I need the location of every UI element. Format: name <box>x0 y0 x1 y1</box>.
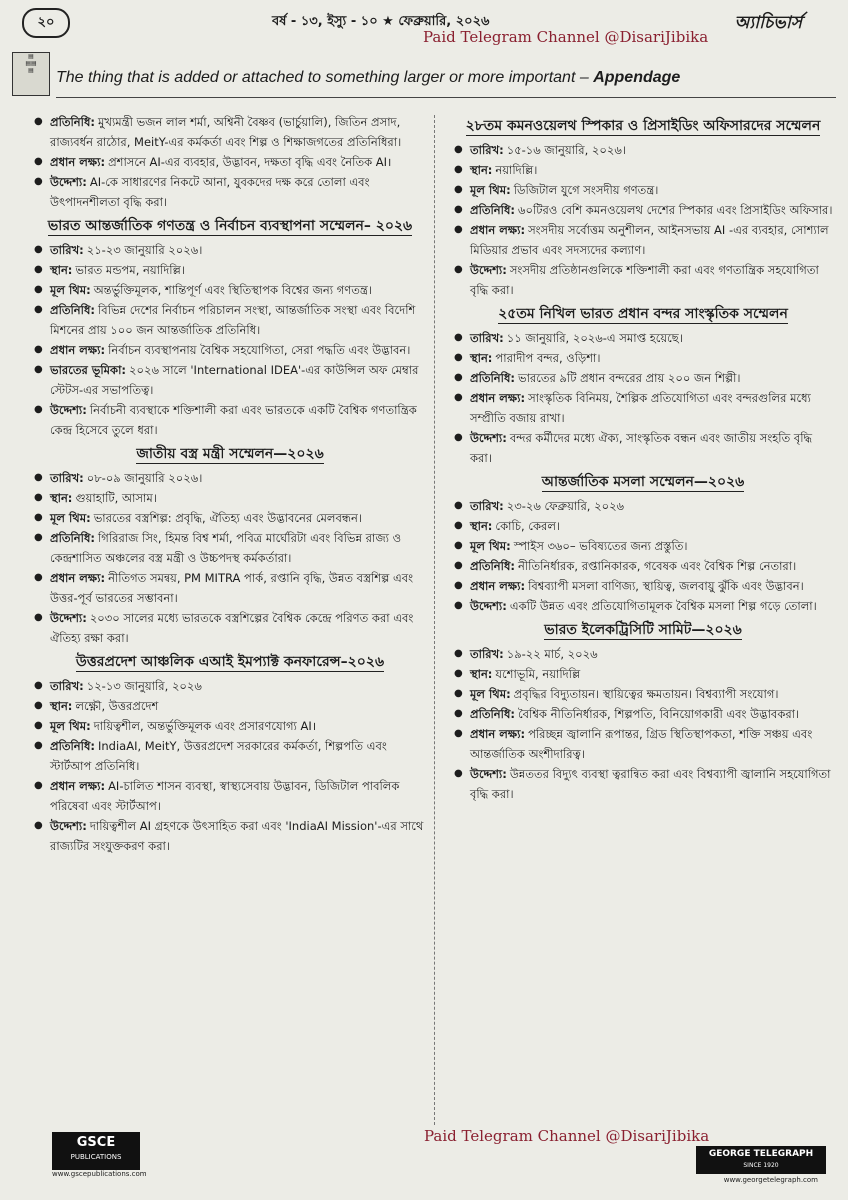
section-heading-text: জাতীয় বস্ত্র মন্ত্রী সম্মেলন—২০২৬ <box>136 446 324 462</box>
bullet-item <box>450 348 836 368</box>
bullet-item <box>450 140 836 160</box>
bullet-item <box>450 704 836 724</box>
bullet-text: ২০২৬ সালে 'International IDEA'-এর কাউন্সিল অফ মেম্বার স্টেটস-এর সভাপতিত্ব। <box>50 363 419 397</box>
bullet-text: বিভিন্ন দেশের নির্বাচন পরিচালন সংস্থা, আন্তর্জাতিক সংস্থা এবং বিদেশি মিশনের প্রায় ১০০ জন আন্তর্জাতিক প্রতিনিধি। <box>50 303 416 337</box>
bullet-label: প্রতিনিধি: <box>470 559 515 573</box>
bullet-label: স্থান: <box>470 163 493 177</box>
section-heading <box>30 214 430 238</box>
telegram-watermark-footer: Paid Telegram Channel @DisariJibika <box>424 1127 710 1145</box>
bullet-item <box>450 536 836 556</box>
george-telegraph-url: www.georgetelegraph.com <box>723 1176 818 1184</box>
bullet-label: তারিখ: <box>50 471 84 485</box>
bullet-label: প্রতিনিধি: <box>470 707 515 721</box>
bullet-text: AI-চালিত শাসন ব্যবস্থা, স্বাস্থ্যসেবায় উদ্ভাবন, ডিজিটাল পাবলিক পরিষেবা এবং স্টার্টআপ। <box>50 779 400 813</box>
gt-logo-sub: SINCE 1920 <box>743 1162 779 1169</box>
bullet-text: ২০৩০ সালের মধ্যে ভারতকে বস্ত্রশিল্পের বৈশ্বিক কেন্দ্রে পরিণত করা এবং ঐতিহ্য রক্ষা করা। <box>50 611 414 645</box>
section-heading <box>30 442 430 466</box>
conference-section <box>30 650 430 856</box>
bullet-text: AI-কে সাধারণের নিকটে আনা, যুবকদের দক্ষ করে তোলা এবং উৎপাদনশীলতা বৃদ্ধি করা। <box>50 175 370 209</box>
telegram-watermark: Paid Telegram Channel @DisariJibika <box>423 28 709 46</box>
bullet-text: ২৩-২৬ ফেব্রুয়ারি, ২০২৬ <box>506 499 625 513</box>
bullet-item <box>450 576 836 596</box>
bullet-label: মূল থিম: <box>470 539 511 553</box>
bullet-text: ০৮-০৯ জানুয়ারি ২০২৬। <box>86 471 203 485</box>
vocab-word: Appendage <box>593 69 681 86</box>
bullet-label: মূল থিম: <box>50 719 91 733</box>
conference-section <box>450 302 836 468</box>
bullet-item <box>30 716 430 736</box>
bullet-label: স্থান: <box>50 263 73 277</box>
bullet-item <box>30 488 430 508</box>
bullet-text: IndiaAI, MeitY, উত্তরপ্রদেশ সরকারের কর্মকর্তা, শিল্পপতি এবং স্টার্টআপ প্রতিনিধি। <box>50 739 387 773</box>
bullet-label: উদ্দেশ্য: <box>470 431 507 445</box>
bullet-item <box>450 328 836 348</box>
bullet-text: ভারত মন্ডপম, নয়াদিল্লি। <box>75 263 185 277</box>
bullet-label: প্রতিনিধি: <box>50 531 95 545</box>
bullet-label: স্থান: <box>470 519 493 533</box>
section-heading-text: ভারত ইলেকট্রিসিটি সামিট—২০২৬ <box>544 622 742 638</box>
section-heading <box>450 618 836 642</box>
gsce-logo-title: GSCE <box>76 1135 116 1150</box>
bullet-label: প্রধান লক্ষ্য: <box>50 571 106 585</box>
vocab-book-icon: ▤ ▤▤ ▤ <box>12 52 50 96</box>
bullet-label: প্রধান লক্ষ্য: <box>50 779 106 793</box>
bullet-text: ডিজিটাল যুগে সংসদীয় গণতন্ত্র। <box>513 183 659 197</box>
bullet-label: স্থান: <box>50 699 73 713</box>
bullet-item <box>450 260 836 300</box>
bullet-text: ৬০টিরও বেশি কমনওয়েলথ দেশের স্পিকার এবং প্রিসাইডিং অফিসার। <box>518 203 833 217</box>
bullet-item <box>450 180 836 200</box>
conference-section <box>450 114 836 300</box>
bullet-item <box>30 736 430 776</box>
bullet-label: প্রধান লক্ষ্য: <box>50 343 106 357</box>
bullet-text: বৈশ্বিক নীতিনির্ধারক, শিল্পপতি, বিনিয়োগকারী এবং উদ্ভাবকরা। <box>518 707 800 721</box>
bullet-label: স্থান: <box>470 351 493 365</box>
bullet-text: দায়িত্বশীল AI গ্রহণকে উৎসাহিত করা এবং 'IndiaAI Mission'-এর সাথে রাজ্যটির সংযুক্তকরণ করা। <box>50 819 424 853</box>
bullet-label: মূল থিম: <box>50 511 91 525</box>
section-heading <box>30 650 430 674</box>
bullet-item <box>450 596 836 616</box>
bullet-label: প্রতিনিধি: <box>50 115 95 129</box>
bullet-text: দায়িত্বশীল, অন্তর্ভুক্তিমূলক এবং প্রসারণযোগ্য AI। <box>93 719 317 733</box>
bullet-text: সংসদীয় প্রতিষ্ঠানগুলিকে শক্তিশালী করা এবং গণতান্ত্রিক সহযোগিতা বৃদ্ধি করা। <box>470 263 819 297</box>
bullet-item <box>450 368 836 388</box>
section-heading-text: ভারত আন্তর্জাতিক গণতন্ত্র ও নির্বাচন ব্যবস্থাপনা সম্মেলন– ২০২৬ <box>47 218 413 234</box>
section-heading-text: ২৫তম নিখিল ভারত প্রধান বন্দর সাংস্কৃতিক সম্মেলন <box>498 306 788 322</box>
bullet-label: ভারতের ভূমিকা: <box>50 363 127 377</box>
bullet-label: উদ্দেশ্য: <box>50 175 87 189</box>
bullet-label: মূল থিম: <box>470 183 511 197</box>
bullet-text: ১৯-২২ মার্চ, ২০২৬ <box>506 647 598 661</box>
bullet-item <box>450 664 836 684</box>
bullet-item <box>30 172 430 212</box>
bullet-label: প্রধান লক্ষ্য: <box>470 579 526 593</box>
bullet-item <box>30 280 430 300</box>
gsce-url: www.gscepublications.com <box>52 1170 147 1178</box>
bullet-label: উদ্দেশ্য: <box>50 403 87 417</box>
bullet-item <box>30 528 430 568</box>
bullet-text: ভারতের বস্ত্রশিল্প: প্রবৃদ্ধি, ঐতিহ্য এবং উদ্ভাবনের মেলবন্ধন। <box>93 511 362 525</box>
bullet-item <box>450 496 836 516</box>
bullet-text: অন্তর্ভুক্তিমূলক, শান্তিপূর্ণ এবং স্থিতিস্থাপক বিশ্বের জন্য গণতন্ত্র। <box>93 283 372 297</box>
bullet-text: ১২-১৩ জানুয়ারি, ২০২৬ <box>86 679 202 693</box>
bullet-item <box>30 340 430 360</box>
brand-title: অ্যাচিভার্স <box>734 13 802 33</box>
bullet-label: উদ্দেশ্য: <box>470 263 507 277</box>
right-column <box>450 112 836 804</box>
bullet-text: বন্দর কর্মীদের মধ্যে ঐক্য, সাংস্কৃতিক বন্ধন এবং জাতীয় সংহতি বৃদ্ধি করা। <box>470 431 813 465</box>
section-heading <box>450 470 836 494</box>
bullet-item <box>450 556 836 576</box>
bullet-label: উদ্দেশ্য: <box>470 767 507 781</box>
bullet-item <box>30 568 430 608</box>
bullet-text: কোচি, কেরল। <box>495 519 560 533</box>
bullet-label: তারিখ: <box>50 243 84 257</box>
left-column <box>30 112 430 856</box>
bullet-item <box>450 684 836 704</box>
bullet-text: মুখ্যমন্ত্রী ভজন লাল শর্মা, অশ্বিনী বৈষ্ণব (ভার্চুয়ালি), জিতিন প্রসাদ, রাজ্যবর্ধন রাঠোর, MeitY-এর কর্মকর্তা এবং শিল্প ও শিক্ষাজগতের প্রতিনিধিরা। <box>50 115 402 149</box>
bullet-label: তারিখ: <box>470 331 504 345</box>
gsce-logo-sub: PUBLICATIONS <box>70 1153 122 1161</box>
bullet-label: তারিখ: <box>470 499 504 513</box>
george-telegraph-logo <box>696 1146 826 1174</box>
vocab-definition: The thing that is added or attached to something larger or more important – <box>56 69 594 86</box>
bullet-item <box>30 816 430 856</box>
bullet-text: বিশ্বব্যাপী মসলা বাণিজ্য, স্থায়িত্ব, জলবায়ু ঝুঁকি এবং উদ্ভাবন। <box>528 579 804 593</box>
bullet-item <box>450 516 836 536</box>
bullet-label: উদ্দেশ্য: <box>50 611 87 625</box>
bullet-text: সাংস্কৃতিক বিনিময়, শৈল্পিক প্রতিযোগিতা এবং বন্দরগুলির মধ্যে সম্প্রীতি বজায় রাখা। <box>470 391 811 425</box>
bullet-text: ২১-২৩ জানুয়ারি ২০২৬। <box>86 243 203 257</box>
bullet-item <box>450 388 836 428</box>
bullet-text: স্পাইস ৩৬০– ভবিষ্যতের জন্য প্রস্তুতি। <box>513 539 688 553</box>
bullet-item <box>30 468 430 488</box>
bullet-label: উদ্দেশ্য: <box>470 599 507 613</box>
bullet-label: মূল থিম: <box>470 687 511 701</box>
bullet-item <box>450 724 836 764</box>
page-number: ২০ <box>22 8 70 38</box>
bullet-label: প্রধান লক্ষ্য: <box>470 223 526 237</box>
bullet-label: স্থান: <box>50 491 73 505</box>
section-heading <box>450 302 836 326</box>
bullet-item <box>30 676 430 696</box>
bullet-label: তারিখ: <box>470 143 504 157</box>
bullet-item <box>450 644 836 664</box>
bullet-label: প্রধান লক্ষ্য: <box>470 391 526 405</box>
gt-logo-title: GEORGE TELEGRAPH <box>708 1149 814 1159</box>
bullet-text: ১৫-১৬ জানুয়ারি, ২০২৬। <box>506 143 626 157</box>
bullet-label: প্রতিনিধি: <box>50 303 95 317</box>
bullet-label: প্রধান লক্ষ্য: <box>50 155 106 169</box>
bullet-item <box>30 240 430 260</box>
issue-info: বর্ষ - ১৩, ইস্যু - ১০ ★ ফেব্রুয়ারি, ২০২৬ <box>272 14 490 29</box>
bullet-text: নির্বাচন ব্যবস্থাপনায় বৈশ্বিক সহযোগিতা, সেরা পদ্ধতি এবং উদ্ভাবন। <box>108 343 411 357</box>
bullet-item <box>30 360 430 400</box>
bullet-text: যশোভূমি, নয়াদিল্লি <box>495 667 581 681</box>
bullet-item <box>450 764 836 804</box>
section-heading-text: উত্তরপ্রদেশ আঞ্চলিক এআই ইমপ্যাক্ট কনফারেন্স–২০২৬ <box>75 654 385 670</box>
section-heading <box>450 114 836 138</box>
bullet-text: লক্ষ্ণৌ, উত্তরপ্রদেশ <box>75 699 159 713</box>
bullet-label: উদ্দেশ্য: <box>50 819 87 833</box>
conference-section <box>30 214 430 440</box>
bullet-item <box>30 400 430 440</box>
bullet-text: একটি উন্নত এবং প্রতিযোগিতামূলক বৈশ্বিক মসলা শিল্প গড়ে তোলা। <box>509 599 817 613</box>
bullet-label: প্রতিনিধি: <box>50 739 95 753</box>
bullet-item <box>30 776 430 816</box>
bullet-text: উন্নততর বিদ্যুৎ ব্যবস্থা ত্বরান্বিত করা এবং বিশ্বব্যাপী জ্বালানি সহযোগিতা বৃদ্ধি করা। <box>470 767 831 801</box>
bullet-text: গিরিরাজ সিং, হিমন্ত বিশ্ব শর্মা, পবিত্র মার্ঘেরিটা এবং বিভিন্ন রাজ্য ও কেন্দ্রশাসিত অঞ্চলের বস্ত্র মন্ত্রী ও উচ্চপদস্থ কর্মকর্তারা। <box>50 531 402 565</box>
bullet-text: নির্বাচনী ব্যবস্থাকে শক্তিশালী করা এবং ভারতকে একটি বৈশ্বিক গণতান্ত্রিক কেন্দ্র হিসেবে তুলে ধরা। <box>50 403 417 437</box>
bullet-text: ১১ জানুয়ারি, ২০২৬-এ সমাপ্ত হয়েছে। <box>506 331 683 345</box>
bullet-item <box>450 160 836 180</box>
bullet-item <box>30 696 430 716</box>
bullet-label: প্রতিনিধি: <box>470 203 515 217</box>
conference-section <box>450 470 836 616</box>
conference-section <box>30 112 430 212</box>
conference-section <box>30 442 430 648</box>
bullet-text: নয়াদিল্লি। <box>495 163 538 177</box>
bullet-text: পারাদীপ বন্দর, ওড়িশা। <box>495 351 601 365</box>
bullet-label: প্রধান লক্ষ্য: <box>470 727 526 741</box>
column-divider <box>434 115 435 1125</box>
bullet-item <box>450 200 836 220</box>
bullet-item <box>30 260 430 280</box>
gsce-logo <box>52 1132 140 1170</box>
conference-section <box>450 618 836 804</box>
bullet-text: নীতিনির্ধারক, রপ্তানিকারক, গবেষক এবং বৈশ্বিক শিল্প নেতারা। <box>518 559 797 573</box>
bullet-text: প্রশাসনে AI-এর ব্যবহার, উদ্ভাবন, দক্ষতা বৃদ্ধি এবং নৈতিক AI। <box>108 155 392 169</box>
section-heading-text: ২৮তম কমনওয়েলথ স্পিকার ও প্রিসাইডিং অফিসারদের সম্মেলন <box>465 118 821 134</box>
bullet-item <box>30 608 430 648</box>
bullet-item <box>30 508 430 528</box>
bullet-text: ভারতের ৯টি প্রধান বন্দরের প্রায় ২০০ জন শিল্পী। <box>518 371 741 385</box>
bullet-item <box>450 428 836 468</box>
section-heading-text: আন্তর্জাতিক মসলা সম্মেলন—২০২৬ <box>541 474 745 490</box>
bullet-label: প্রতিনিধি: <box>470 371 515 385</box>
bullet-text: সংসদীয় সর্বোত্তম অনুশীলন, আইনসভায় AI -এর ব্যবহার, সোশ্যাল মিডিয়ার প্রভাব এবং সদস্যদের কল্যাণ। <box>470 223 829 257</box>
bullet-item <box>30 152 430 172</box>
bullet-item <box>30 300 430 340</box>
bullet-label: স্থান: <box>470 667 493 681</box>
bullet-item <box>450 220 836 260</box>
bullet-label: তারিখ: <box>470 647 504 661</box>
bullet-item <box>30 112 430 152</box>
bullet-text: পরিচ্ছন্ন জ্বালানি রূপান্তর, গ্রিড স্থিতিস্থাপকতা, শক্তি সঞ্চয় এবং আন্তর্জাতিক অংশীদারিত্ব। <box>470 727 813 761</box>
bullet-text: নীতিগত সমন্বয়, PM MITRA পার্ক, রপ্তানি বৃদ্ধি, উন্নত বস্ত্রশিল্প এবং উত্তর-পূর্ব ভারতের সম্ভাবনা। <box>50 571 414 605</box>
bullet-label: তারিখ: <box>50 679 84 693</box>
bullet-label: মূল থিম: <box>50 283 91 297</box>
bullet-text: প্রবৃদ্ধির বিদ্যুতায়ন। স্থায়িত্বের ক্ষমতায়ন। বিশ্বব্যাপী সংযোগ। <box>513 687 779 701</box>
vocab-strip <box>56 69 836 98</box>
bullet-text: গুয়াহাটি, আসাম। <box>75 491 157 505</box>
